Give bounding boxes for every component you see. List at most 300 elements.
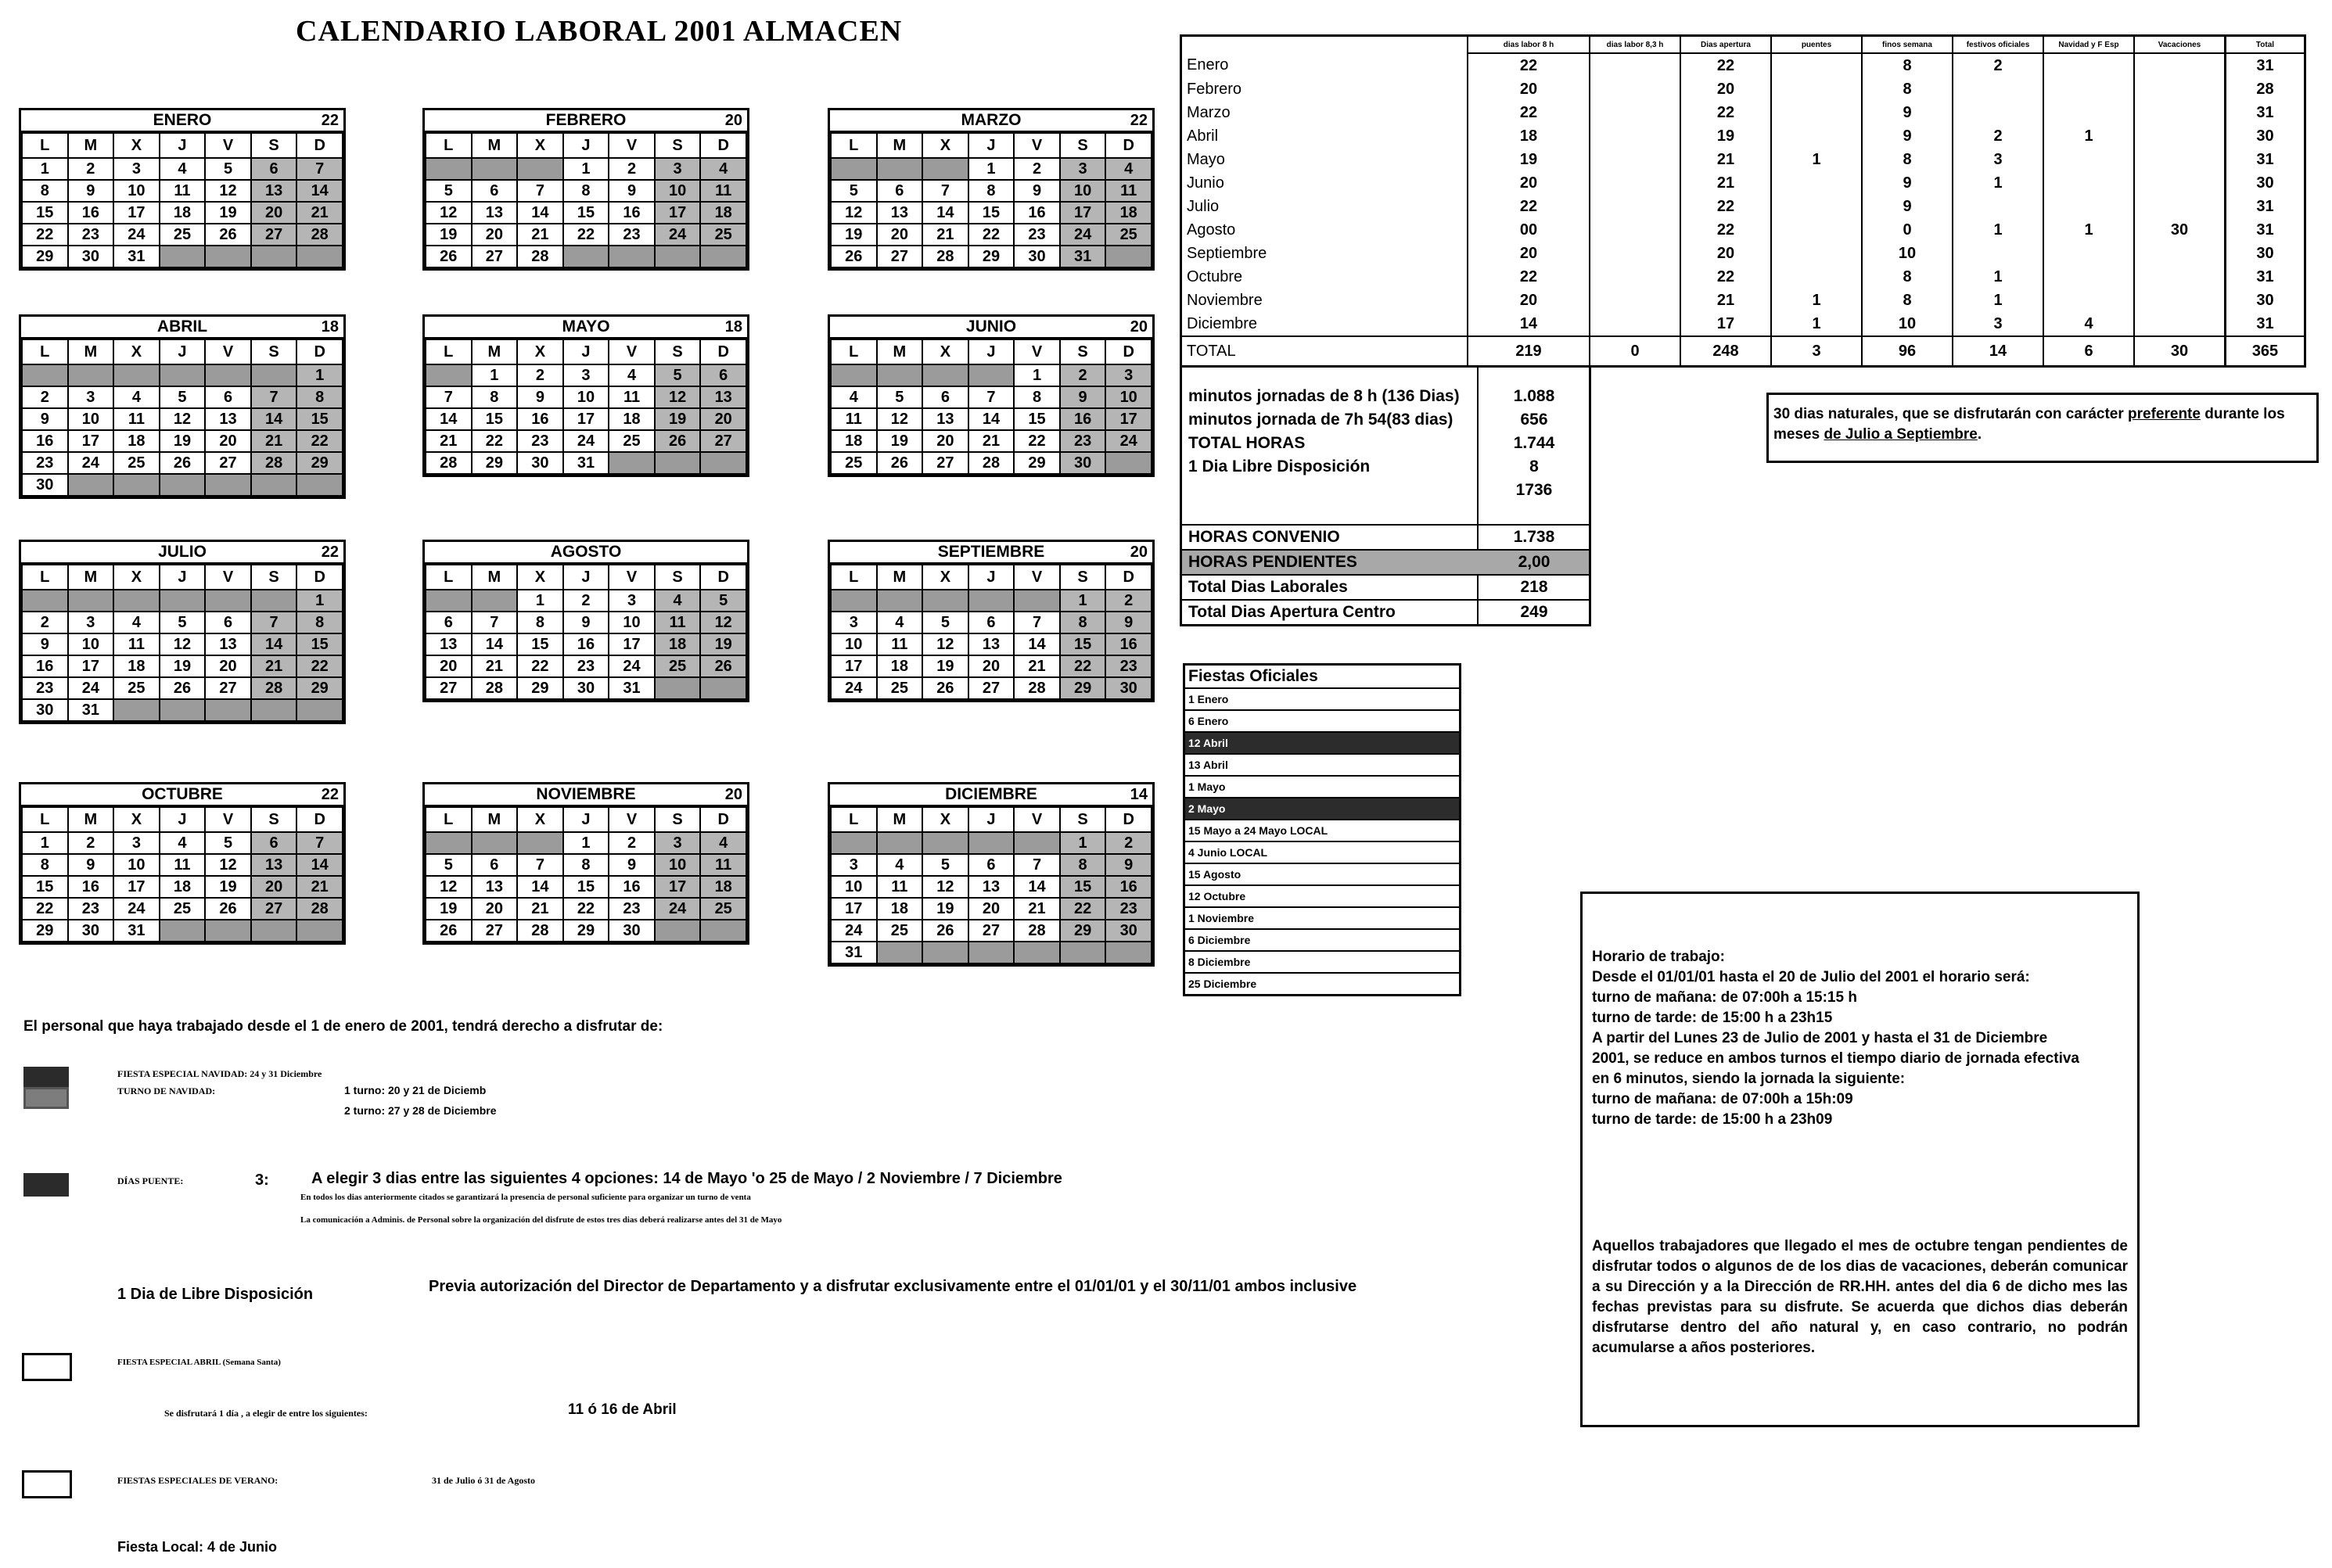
empty-cell [922, 590, 968, 612]
day-cell: 4 [831, 386, 877, 408]
day-cell: 30 [68, 246, 114, 267]
weekday-header: M [68, 807, 114, 832]
day-cell: 24 [831, 677, 877, 699]
weekday-header: V [609, 133, 655, 158]
day-cell: 13 [472, 202, 518, 224]
day-cell: 20 [251, 876, 297, 898]
weekday-header: M [472, 339, 518, 364]
day-cell: 25 [877, 677, 923, 699]
month-header [830, 542, 1152, 564]
verano-days: 31 de Julio ó 31 de Agosto [432, 1475, 536, 1486]
empty-cell [113, 474, 160, 496]
summary-cell [2134, 265, 2226, 289]
day-cell: 6 [472, 854, 518, 876]
summary-column-header: Dias apertura [1680, 36, 1771, 54]
day-cell: 8 [968, 180, 1015, 202]
hours-value: 1.088 [1513, 387, 1555, 405]
summary-cell: 8 [1862, 77, 1953, 101]
summary-cell: 20 [1468, 171, 1590, 195]
summary-cell [1590, 53, 1680, 77]
day-cell: 6 [251, 832, 297, 854]
month-header [830, 110, 1152, 132]
day-cell: 23 [1105, 655, 1152, 677]
weekday-header: J [968, 339, 1015, 364]
summary-cell [1590, 265, 1680, 289]
hours-label: Total Dias Apertura Centro [1188, 603, 1396, 621]
day-cell: 10 [831, 876, 877, 898]
day-cell: 22 [296, 430, 343, 452]
weekday-header: M [877, 565, 923, 590]
empty-cell [160, 590, 206, 612]
day-cell: 3 [1060, 158, 1106, 180]
day-cell: 9 [22, 408, 68, 430]
summary-cell [2043, 265, 2134, 289]
day-cell: 9 [609, 180, 655, 202]
day-cell: 25 [877, 920, 923, 942]
day-cell: 11 [655, 612, 701, 633]
day-cell: 2 [609, 158, 655, 180]
empty-cell [296, 474, 343, 496]
summary-cell: 30 [2226, 242, 2305, 265]
hours-row [1182, 479, 1589, 502]
fiesta-item: 15 Agosto [1184, 863, 1461, 885]
month-name: MAYO [562, 318, 610, 335]
day-cell: 7 [517, 854, 563, 876]
day-cell: 27 [205, 452, 251, 474]
empty-cell [22, 590, 68, 612]
fiesta-item: 6 Enero [1184, 710, 1461, 732]
summary-cell [1771, 195, 1862, 218]
day-cell: 20 [922, 430, 968, 452]
day-cell: 7 [517, 180, 563, 202]
day-cell: 12 [700, 612, 746, 633]
empty-cell [113, 590, 160, 612]
summary-cell: 20 [1468, 77, 1590, 101]
fiesta-item: 2 Mayo [1184, 798, 1461, 820]
summary-row [1181, 77, 2305, 101]
summary-cell [2043, 77, 2134, 101]
schedule-note [1580, 892, 2140, 1427]
weekday-header: S [1060, 339, 1106, 364]
schedule-line: turno de tarde: de 15:00 h a 23h09 [1592, 1111, 1833, 1128]
month-header [21, 110, 343, 132]
day-cell: 2 [68, 832, 114, 854]
day-cell: 7 [251, 612, 297, 633]
month-header [425, 784, 747, 806]
day-cell: 21 [517, 898, 563, 920]
summary-cell [1590, 289, 1680, 312]
summary-cell: 9 [1862, 101, 1953, 124]
day-cell: 19 [426, 898, 472, 920]
empty-cell [968, 832, 1015, 854]
day-cell: 29 [517, 677, 563, 699]
day-cell: 29 [296, 677, 343, 699]
hours-row [1182, 574, 1589, 599]
day-cell: 24 [655, 224, 701, 246]
day-cell: 9 [563, 612, 609, 633]
day-cell: 16 [22, 430, 68, 452]
empty-cell [251, 920, 297, 942]
summary-row-label: Noviembre [1181, 289, 1468, 312]
empty-cell [1014, 590, 1060, 612]
empty-cell [700, 920, 746, 942]
summary-cell: 1 [1771, 289, 1862, 312]
day-cell: 9 [1060, 386, 1106, 408]
abril-days: 11 ó 16 de Abril [568, 1401, 677, 1418]
day-cell: 31 [609, 677, 655, 699]
summary-cell: 22 [1680, 53, 1771, 77]
schedule-line: Desde el 01/01/01 hasta el 20 de Julio del 2001 el horario será: [1592, 969, 2030, 985]
day-cell: 11 [700, 854, 746, 876]
day-cell: 16 [1014, 202, 1060, 224]
weekday-header: D [1105, 807, 1152, 832]
day-cell: 18 [700, 202, 746, 224]
empty-cell [831, 158, 877, 180]
summary-cell: 31 [2226, 148, 2305, 171]
day-cell: 5 [426, 180, 472, 202]
turno-label: TURNO DE NAVIDAD: [117, 1085, 216, 1096]
schedule-line: turno de mañana: de 07:00h a 15h:09 [1592, 1091, 1853, 1107]
day-cell: 19 [922, 898, 968, 920]
day-cell: 16 [1105, 633, 1152, 655]
day-cell: 20 [472, 898, 518, 920]
day-cell: 25 [609, 430, 655, 452]
day-cell: 30 [563, 677, 609, 699]
day-cell: 27 [472, 920, 518, 942]
empty-cell [563, 246, 609, 267]
day-cell: 19 [877, 430, 923, 452]
day-cell: 12 [426, 876, 472, 898]
summary-cell: 8 [1862, 265, 1953, 289]
day-cell: 5 [205, 832, 251, 854]
weekday-header: L [831, 133, 877, 158]
weekday-header: S [251, 133, 297, 158]
month-workdays: 18 [724, 318, 742, 335]
day-cell: 20 [251, 202, 297, 224]
empty-cell [205, 474, 251, 496]
day-cell: 21 [968, 430, 1015, 452]
empty-cell [517, 832, 563, 854]
schedule-line: turno de tarde: de 15:00 h a 23h15 [1592, 1010, 1833, 1026]
summary-cell: 3 [1771, 336, 1862, 367]
empty-cell [160, 246, 206, 267]
day-cell: 20 [877, 224, 923, 246]
day-cell: 15 [1060, 633, 1106, 655]
summary-cell: 14 [1953, 336, 2043, 367]
empty-cell [426, 590, 472, 612]
summary-cell: 22 [1468, 53, 1590, 77]
day-cell: 30 [22, 699, 68, 721]
abril-label: FIESTA ESPECIAL ABRIL (Semana Santa) [117, 1358, 281, 1367]
empty-cell [831, 590, 877, 612]
day-cell: 28 [968, 452, 1015, 474]
abril-swatch [22, 1353, 72, 1381]
month-julio [19, 540, 346, 724]
day-cell: 20 [426, 655, 472, 677]
summary-cell: 00 [1468, 218, 1590, 242]
vacation-paragraph: Aquellos trabajadores que llegado el mes de octubre tengan pendientes de disfrutar todos o algunos de de los dias de vacaciones, deberán comunicar a su Dirección y a la Dirección de RR.HH. antes del dia 6 de dicho mes las fechas previstas para su disfrute. Se acuerda que dichos dias deberán disfrutarse dentro del año natural y, en caso contrario, no podrán acumularse a años posteriores. [1592, 1238, 2128, 1356]
day-cell: 24 [1105, 430, 1152, 452]
day-cell: 27 [251, 898, 297, 920]
fiesta-item: 25 Diciembre [1184, 973, 1461, 996]
weekday-header: D [296, 807, 343, 832]
empty-cell [655, 452, 701, 474]
empty-cell [22, 364, 68, 386]
weekday-header: J [968, 565, 1015, 590]
empty-cell [251, 699, 297, 721]
day-cell: 29 [1060, 677, 1106, 699]
empty-cell [251, 474, 297, 496]
summary-cell [2134, 242, 2226, 265]
day-cell: 23 [1014, 224, 1060, 246]
summary-cell: 9 [1862, 171, 1953, 195]
summary-row-label: Mayo [1181, 148, 1468, 171]
day-cell: 9 [1105, 854, 1152, 876]
day-cell: 17 [655, 202, 701, 224]
day-cell: 8 [22, 854, 68, 876]
day-cell: 9 [68, 854, 114, 876]
day-cell: 16 [1105, 876, 1152, 898]
empty-cell [1060, 942, 1106, 963]
day-cell: 20 [205, 655, 251, 677]
day-cell: 11 [113, 633, 160, 655]
summary-row [1181, 312, 2305, 336]
day-cell: 19 [922, 655, 968, 677]
day-cell: 6 [472, 180, 518, 202]
day-cell: 15 [296, 408, 343, 430]
weekday-header: V [205, 565, 251, 590]
weekday-header: M [68, 133, 114, 158]
weekday-header: X [517, 565, 563, 590]
day-cell: 2 [609, 832, 655, 854]
empty-cell [655, 246, 701, 267]
abril-sub: Se disfrutará 1 día , a elegir de entre los siguientes: [164, 1408, 368, 1419]
empty-cell [968, 364, 1015, 386]
weekday-header: X [922, 565, 968, 590]
schedule-line: A partir del Lunes 23 de Julio de 2001 y hasta el 31 de Diciembre [1592, 1030, 2048, 1046]
summary-cell: 30 [2226, 171, 2305, 195]
day-cell: 3 [831, 854, 877, 876]
day-cell: 5 [700, 590, 746, 612]
weekday-header: S [655, 339, 701, 364]
weekday-header: X [922, 133, 968, 158]
weekday-header: L [426, 339, 472, 364]
day-cell: 4 [877, 612, 923, 633]
summary-cell: 3 [1953, 312, 2043, 336]
day-cell: 26 [426, 246, 472, 267]
summary-cell: 28 [2226, 77, 2305, 101]
day-cell: 30 [517, 452, 563, 474]
summary-cell: 19 [1680, 124, 1771, 148]
summary-cell [1771, 265, 1862, 289]
day-cell: 1 [563, 832, 609, 854]
empty-cell [517, 158, 563, 180]
hours-value: 8 [1529, 457, 1539, 475]
summary-cell: 22 [1468, 265, 1590, 289]
libre-label: 1 Dia de Libre Disposición [117, 1286, 314, 1303]
month-name: AGOSTO [550, 543, 622, 561]
weekday-header: S [1060, 807, 1106, 832]
hours-label: Total Dias Laborales [1188, 578, 1348, 596]
day-cell: 8 [517, 612, 563, 633]
weekday-header: L [22, 565, 68, 590]
summary-cell [1953, 101, 2043, 124]
summary-cell: 19 [1468, 148, 1590, 171]
day-cell: 5 [160, 386, 206, 408]
day-cell: 12 [831, 202, 877, 224]
hours-label: minutos jornada de 7h 54(83 dias) [1188, 411, 1453, 429]
empty-cell [472, 590, 518, 612]
month-header [21, 784, 343, 806]
day-cell: 30 [609, 920, 655, 942]
day-cell: 26 [426, 920, 472, 942]
empty-cell [205, 364, 251, 386]
day-cell: 27 [251, 224, 297, 246]
weekday-header: X [113, 807, 160, 832]
month-name: NOVIEMBRE [536, 785, 636, 803]
day-cell: 31 [68, 699, 114, 721]
summary-cell: 0 [1590, 336, 1680, 367]
fiesta-item: 1 Mayo [1184, 776, 1461, 798]
day-cell: 15 [296, 633, 343, 655]
weekday-header: S [1060, 133, 1106, 158]
weekday-header: M [472, 807, 518, 832]
day-cell: 10 [1105, 386, 1152, 408]
hours-value: 249 [1520, 603, 1548, 621]
day-cell: 28 [251, 452, 297, 474]
day-cell: 29 [296, 452, 343, 474]
day-cell: 16 [609, 202, 655, 224]
empty-cell [68, 474, 114, 496]
day-cell: 25 [160, 224, 206, 246]
month-workdays: 18 [321, 318, 339, 335]
empty-cell [922, 942, 968, 963]
day-cell: 19 [205, 876, 251, 898]
fiesta-item: 12 Octubre [1184, 885, 1461, 907]
summary-cell: 31 [2226, 101, 2305, 124]
day-cell: 16 [1060, 408, 1106, 430]
day-cell: 21 [1014, 655, 1060, 677]
summary-row-label: Marzo [1181, 101, 1468, 124]
summary-cell [2043, 242, 2134, 265]
day-cell: 25 [700, 898, 746, 920]
day-cell: 17 [68, 430, 114, 452]
weekday-header: M [877, 133, 923, 158]
summary-row-label: Junio [1181, 171, 1468, 195]
day-cell: 12 [160, 408, 206, 430]
empty-cell [426, 158, 472, 180]
day-cell: 12 [922, 876, 968, 898]
day-cell: 6 [877, 180, 923, 202]
day-cell: 10 [655, 180, 701, 202]
empty-cell [700, 677, 746, 699]
weekday-header: V [205, 339, 251, 364]
summary-cell: 14 [1468, 312, 1590, 336]
day-cell: 14 [472, 633, 518, 655]
day-cell: 7 [296, 158, 343, 180]
summary-row [1181, 171, 2305, 195]
day-cell: 10 [609, 612, 655, 633]
day-cell: 1 [1014, 364, 1060, 386]
summary-cell: 96 [1862, 336, 1953, 367]
day-cell: 12 [160, 633, 206, 655]
summary-column-header: Navidad y F Esp [2043, 36, 2134, 54]
summary-cell [1953, 77, 2043, 101]
empty-cell [1014, 832, 1060, 854]
day-cell: 5 [426, 854, 472, 876]
month-name: JUNIO [965, 318, 1017, 335]
summary-cell: 30 [2134, 218, 2226, 242]
fiesta-item: 1 Enero [1184, 688, 1461, 710]
summary-cell [1590, 195, 1680, 218]
summary-cell: 1 [1953, 289, 2043, 312]
day-cell: 22 [1014, 430, 1060, 452]
hours-label: HORAS CONVENIO [1188, 528, 1340, 546]
schedule-line: turno de mañana: de 07:00h a 15:15 h [1592, 989, 1857, 1006]
hours-value: 1736 [1515, 481, 1553, 499]
month-header [425, 317, 747, 339]
day-cell: 15 [563, 876, 609, 898]
summary-cell [1771, 77, 1862, 101]
weekday-header: X [517, 807, 563, 832]
summary-cell: 219 [1468, 336, 1590, 367]
day-cell: 23 [1060, 430, 1106, 452]
local-holiday: Fiesta Local: 4 de Junio [117, 1539, 278, 1555]
weekday-header: S [655, 565, 701, 590]
summary-cell: 2 [1953, 53, 2043, 77]
weekday-header: D [700, 565, 746, 590]
day-cell: 7 [426, 386, 472, 408]
summary-cell: 31 [2226, 265, 2305, 289]
day-cell: 25 [113, 677, 160, 699]
day-cell: 14 [1014, 876, 1060, 898]
day-cell: 31 [1060, 246, 1106, 267]
summary-cell: 248 [1680, 336, 1771, 367]
month-workdays: 22 [1130, 112, 1148, 129]
weekday-header: V [1014, 339, 1060, 364]
summary-cell [2134, 124, 2226, 148]
weekday-header: X [517, 133, 563, 158]
month-agosto [422, 540, 749, 702]
summary-cell: 21 [1680, 171, 1771, 195]
summary-row-label: Septiembre [1181, 242, 1468, 265]
empty-cell [426, 832, 472, 854]
summary-row [1181, 101, 2305, 124]
day-cell: 14 [251, 408, 297, 430]
day-cell: 22 [1060, 655, 1106, 677]
day-cell: 6 [968, 612, 1015, 633]
day-cell: 14 [426, 408, 472, 430]
summary-cell: 20 [1680, 77, 1771, 101]
day-cell: 28 [426, 452, 472, 474]
day-cell: 22 [517, 655, 563, 677]
summary-column-header: festivos oficiales [1953, 36, 2043, 54]
month-marzo [828, 108, 1155, 271]
month-workdays: 22 [321, 786, 339, 803]
weekday-header: X [517, 339, 563, 364]
month-header [21, 542, 343, 564]
day-cell: 30 [1060, 452, 1106, 474]
weekday-header: J [160, 339, 206, 364]
fiesta-item: 1 Noviembre [1184, 907, 1461, 929]
month-workdays: 20 [724, 786, 742, 803]
summary-cell [2134, 171, 2226, 195]
day-cell: 5 [877, 386, 923, 408]
summary-cell: 1 [1953, 171, 2043, 195]
puente-count: 3: [255, 1172, 269, 1189]
weekday-header: V [609, 565, 655, 590]
puente-swatch [23, 1173, 69, 1197]
